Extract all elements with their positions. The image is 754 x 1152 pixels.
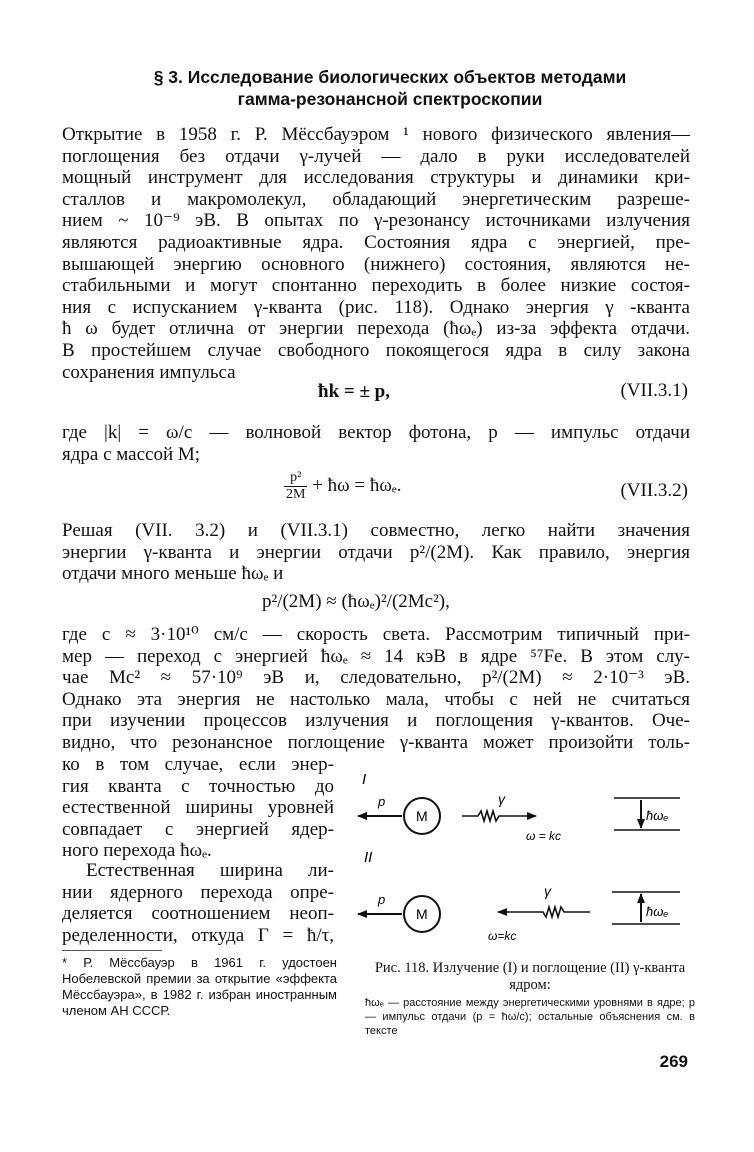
equation-vii-3-2 [284, 470, 402, 503]
paragraph-4 [62, 624, 690, 754]
label-panel-ii: II [364, 849, 373, 866]
paragraph-1 [62, 124, 690, 383]
label-omega-ii: ω=kc [488, 929, 517, 943]
gamma-wave-ii [498, 907, 590, 917]
label-gamma-i: γ [498, 791, 505, 807]
label-m-ii: M [416, 906, 428, 922]
text-line: чае Mc² ≈ 57·10⁹ эВ и, следовательно, p²/(2M) ≈ 2·10⁻³ эВ. [62, 667, 690, 689]
gamma-wave-i [462, 811, 536, 821]
paragraph-3 [62, 520, 690, 585]
text-line: Открытие в 1958 г. Р. Мёссбауэром ¹ нового физического явления— [62, 124, 690, 145]
equation-number-1: (VII.3.1) [620, 380, 688, 401]
text-line: вышающей энергию основного (нижнего) состояния, являются не- [62, 253, 690, 275]
text-line: деляется соотношением неоп- [62, 903, 334, 925]
text-line: видно, что резонансное поглощение γ-кванта может произойти толь- [62, 731, 690, 753]
text-line: ределенности, откуда Γ = ħ/τ, [62, 924, 334, 946]
page-number: 269 [659, 1052, 688, 1071]
text-line: ко в том случае, если энер- [62, 754, 334, 775]
text-line: гия кванта с точностью до [62, 775, 334, 797]
text-line: ного перехода ħωₑ. [62, 840, 212, 862]
text-line: мощный инструмент для исследования структуры и динамики кри- [62, 167, 690, 189]
text-line: поглощения без отдачи γ-лучей — дало в руки исследователей [62, 145, 690, 167]
equation-3: p²/(2M) ≈ (ħωₑ)²/(2Mc²), [262, 591, 450, 612]
caption-main: Рис. 118. Излучение (I) и поглощение (II) γ-кванта ядром: [374, 960, 686, 993]
text-line: естественной ширины уровней [62, 797, 334, 819]
paragraph-5 [62, 754, 334, 862]
section-title [70, 66, 710, 110]
footnote: * Р. Мёссбауэр в 1961 г. удостоен Нобелевской премии за открытие «эффекта Мёссбауэра», в 1982 г. избран иностранным членом АН СССР. [62, 955, 337, 1018]
caption-sub: ħωₑ — расстояние между энергетическими уровнями в ядре; p — импульс отдачи (p = ħω/c); остальные объяснения см. в тексте [365, 997, 695, 1037]
label-level-i: ħωₑ [646, 808, 669, 823]
text-line: при изучении процессов излучения и поглощения γ-квантов. Оче- [62, 710, 690, 732]
text-line: сталлов и макромолекул, обладающий энергетическим разреше- [62, 188, 690, 210]
text-line: отдачи много меньше ħωₑ и [62, 563, 284, 585]
fraction [284, 470, 307, 503]
text-line: энергии γ-кванта и энергии отдачи p²/(2M). Как правило, энергия [62, 541, 690, 563]
text-line: Естественная ширина ли- [86, 860, 334, 881]
text-line: мер — переход с энергией ħωₑ ≈ 14 кэВ в ядре ⁵⁷Fe. В этом слу- [62, 645, 690, 667]
equation-number-2: (VII.3.2) [620, 480, 688, 501]
fraction-denominator: 2M [286, 487, 306, 502]
label-p-ii: p [378, 892, 386, 907]
text-line: нии ядерного перехода опре- [62, 881, 334, 903]
paragraph-6 [62, 860, 334, 946]
figure-118 [350, 770, 700, 955]
label-m-i: M [416, 808, 428, 824]
text-line: ния с испусканием γ-кванта (рис. 118). Однако энергия γ -кванта [62, 296, 690, 318]
text-line: где |k| = ω/c — волновой вектор фотона, p — импульс отдачи [62, 422, 690, 443]
label-level-ii: ħωₑ [646, 904, 669, 919]
text-line: ядра с массой M; [62, 443, 201, 465]
equation-rest: + ħω = ħωₑ. [312, 474, 402, 496]
paragraph-2 [62, 422, 690, 465]
section-title-line-1: § 3. Исследование биологических объектов методами [153, 67, 627, 87]
label-omega-i: ω = kc [526, 829, 562, 843]
text-line: ħ ω будет отлична от энергии перехода (ħωₑ) из-за эффекта отдачи. [62, 318, 690, 340]
footnote-rule [62, 950, 162, 951]
figure-caption [365, 960, 695, 1038]
text-line: совпадает с энергией ядер- [62, 818, 334, 840]
text-line: где c ≈ 3·10¹⁰ см/с — скорость света. Рассмотрим типичный при- [62, 624, 690, 645]
label-panel-i: I [362, 771, 367, 788]
fraction-numerator: p² [284, 470, 307, 487]
label-gamma-ii: γ [544, 883, 551, 899]
text-line: В простейшем случае свободного покоящегося ядра в силу закона [62, 339, 690, 361]
text-line: являются радиоактивные ядра. Состояния ядра с энергией, пре- [62, 231, 690, 253]
text-line: нием ~ 10⁻⁹ эВ. В опытах по γ-резонансу источниками излучения [62, 210, 690, 232]
section-title-line-2: гамма-резонансной спектроскопии [237, 89, 543, 109]
text-line: стабильными и могут спонтанно переходить в более низкие состоя- [62, 275, 690, 297]
equation-vii-3-1: ħk = ± p, [318, 381, 390, 402]
text-line: Однако эта энергия не настолько мала, чтобы с ней не считаться [62, 688, 690, 710]
text-line: Решая (VII. 3.2) и (VII.3.1) совместно, легко найти значения [62, 520, 690, 541]
text-line: сохранения импульса [62, 361, 236, 383]
label-p-i: p [378, 794, 386, 809]
